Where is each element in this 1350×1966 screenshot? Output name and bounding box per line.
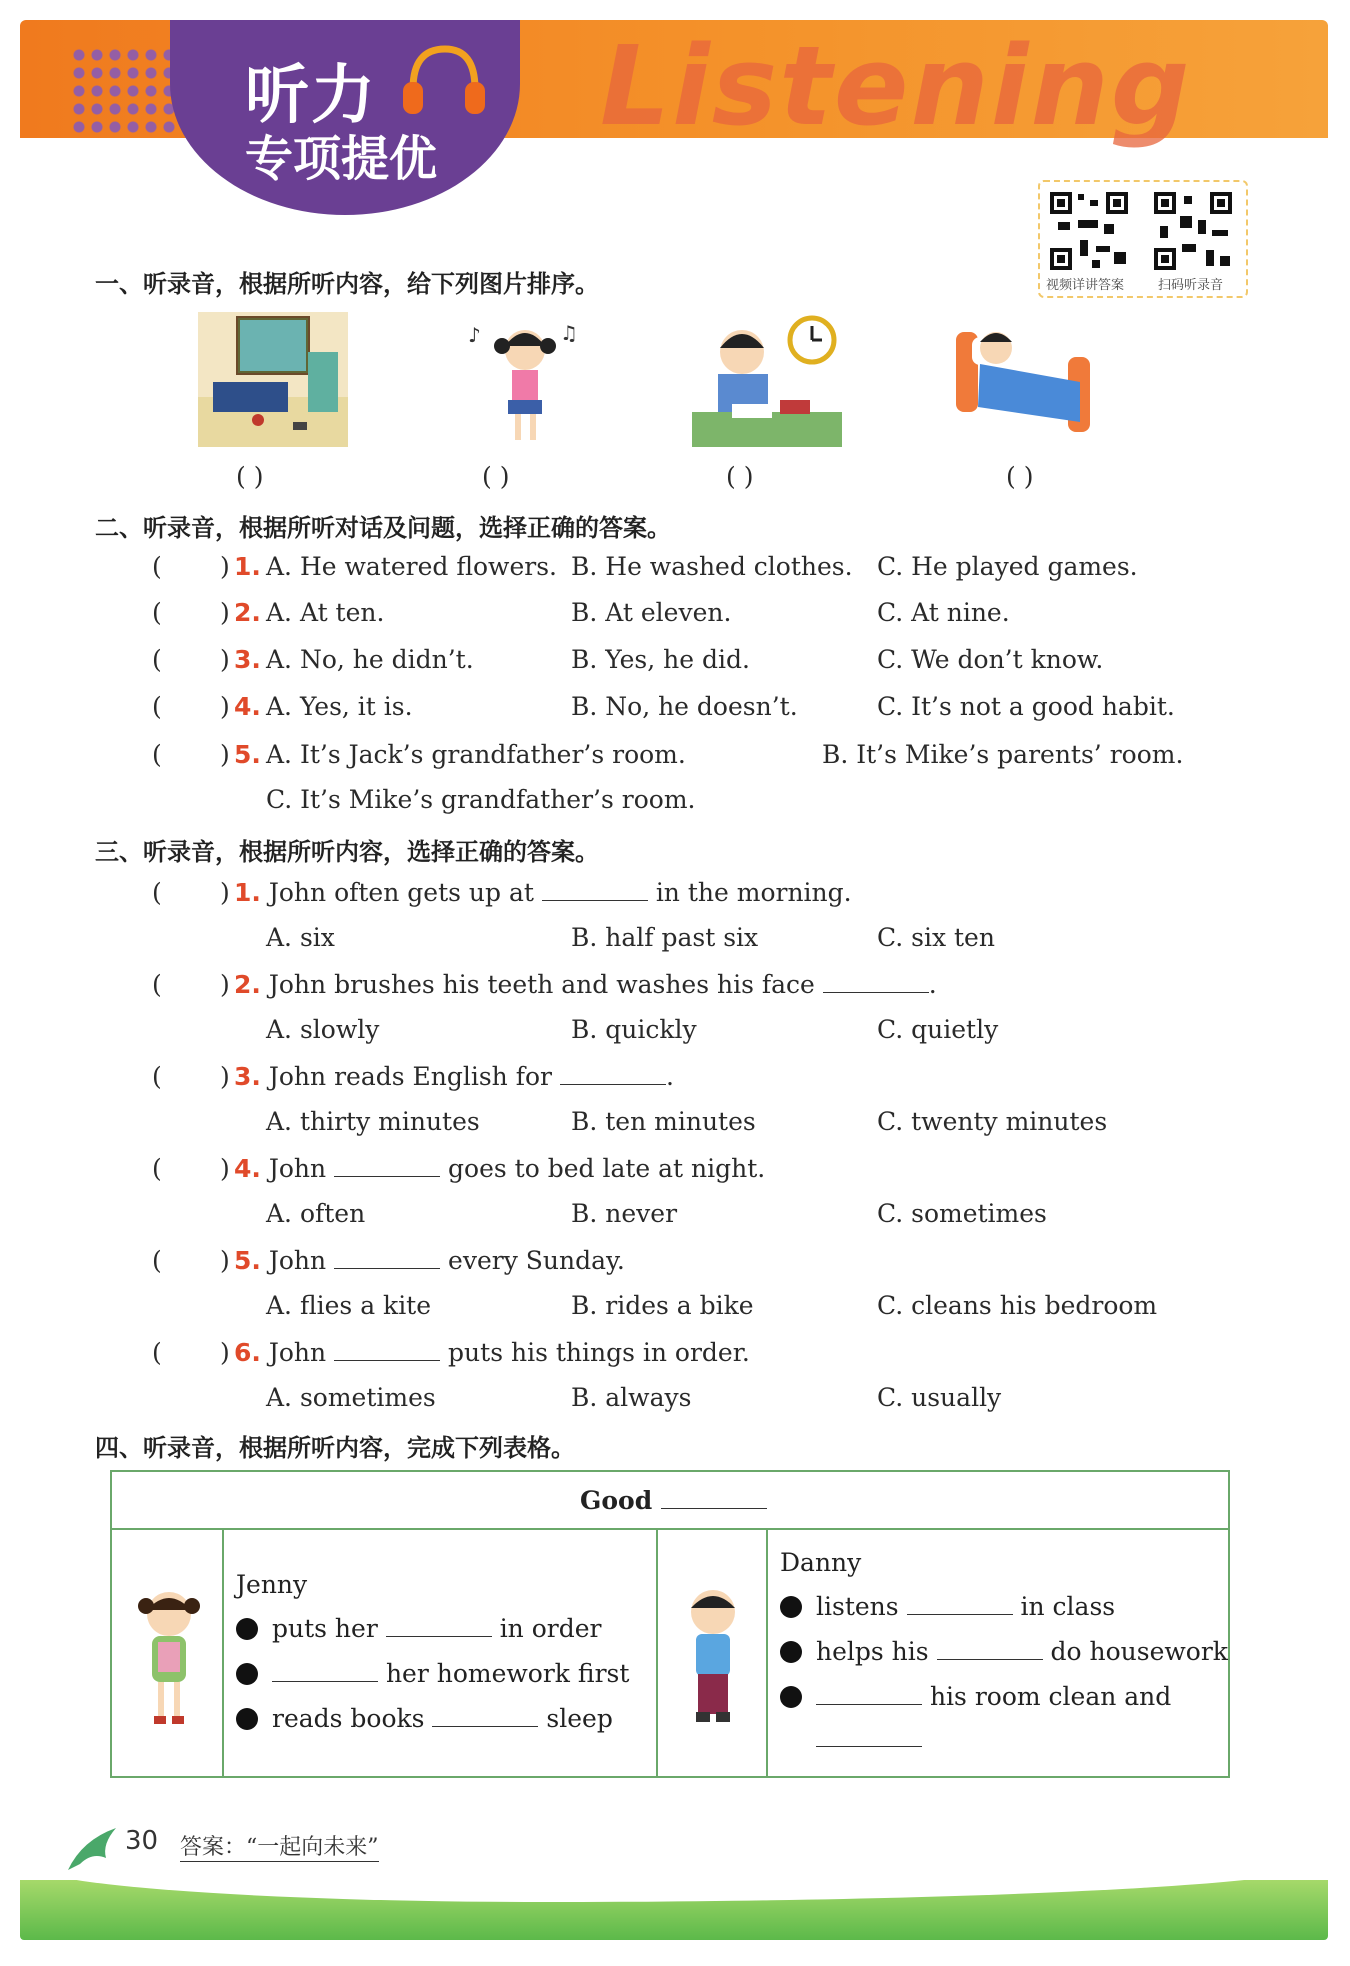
bullet-icon [236,1618,258,1640]
question-number: 5. [234,740,261,769]
stem-end: . [928,970,937,999]
stem-end: in the morning. [655,878,852,907]
answer-blank-close: ) [220,552,230,581]
answer-blank-open[interactable]: ( [152,598,162,627]
option-a: A. At ten. [266,598,385,627]
answer-blank-close: ) [220,598,230,627]
qr-label-audio: 扫码听录音 [1158,278,1224,293]
danny-line-2 [780,1637,1228,1666]
text: his room clean and [929,1682,1172,1711]
danny-line-3-continued [816,1724,922,1753]
stem-start: John [268,1246,327,1275]
stem-start: John reads English for [268,1062,552,1091]
option-a: A. It’s Jack’s grandfather’s room. [266,740,686,769]
option-c: C. twenty minutes [877,1107,1108,1136]
answer-blank-close: ) [220,645,230,674]
text: sleep [546,1704,613,1733]
table-column-line [766,1528,768,1776]
text: listens [816,1592,899,1621]
question-number: 3. [234,645,261,674]
badge-title: 听力 [245,59,377,133]
option-c: C. It’s not a good habit. [877,692,1175,721]
boy-reading-clock-picture [692,312,842,447]
messy-room-picture [198,312,348,447]
stem-start: John [268,1154,327,1183]
question-stem [234,970,937,999]
option-b: B. rides a bike [571,1291,754,1320]
question-number: 2. [234,598,261,627]
fill-blank[interactable] [334,1248,440,1269]
question-number: 4. [234,1154,261,1183]
boy-sleeping-bed-picture [950,312,1100,447]
option-c: C. sometimes [877,1199,1047,1228]
fill-blank[interactable] [816,1726,922,1747]
stem-start: John brushes his teeth and washes his face [268,970,815,999]
fill-blank[interactable] [661,1488,767,1509]
danny-name: Danny [780,1548,862,1577]
fill-blank[interactable] [542,880,648,901]
stem-end: every Sunday. [448,1246,625,1275]
option-b: B. always [571,1383,692,1412]
answer-blank-open[interactable]: ( [152,645,162,674]
question-stem [234,1062,674,1091]
text: reads books [272,1704,425,1733]
question-number: 5. [234,1246,261,1275]
text: helps his [816,1637,929,1666]
fill-blank[interactable] [560,1064,666,1085]
option-c: C. usually [877,1383,1002,1412]
svg-text:♫: ♫ [560,321,578,345]
answer-blank-open[interactable]: ( [152,552,162,581]
question-stem [234,1246,625,1275]
option-b: B. Yes, he did. [571,645,750,674]
option-b: B. At eleven. [571,598,732,627]
jenny-picture [134,1582,204,1732]
jenny-line-2 [236,1659,629,1688]
answer-blank-open[interactable]: ( [152,1338,162,1367]
answer-blank-close: ) [220,970,230,999]
fill-blank[interactable] [823,972,929,993]
qr-label-video: 视频详讲答案 [1046,278,1125,293]
bullet-icon [236,1663,258,1685]
question-number: 1. [234,878,261,907]
text: in class [1020,1592,1116,1621]
answer-blank-open[interactable]: ( [152,1154,162,1183]
bullet-icon [780,1686,802,1708]
option-c: C. It’s Mike’s grandfather’s room. [266,785,696,814]
option-a: A. Yes, it is. [266,692,413,721]
section-2-title: 二、听录音，根据所听对话及问题，选择正确的答案。 [95,514,671,542]
option-b: B. He washed clothes. [571,552,853,581]
stem-end: goes to bed late at night. [448,1154,766,1183]
option-a: A. six [266,923,335,952]
option-c: C. We don’t know. [877,645,1104,674]
jenny-name: Jenny [236,1570,308,1599]
habits-table [110,1470,1230,1778]
question-stem [234,1154,765,1183]
option-b: B. never [571,1199,678,1228]
answer-blank-open[interactable]: ( [152,970,162,999]
option-c: C. cleans his bedroom [877,1291,1158,1320]
qr-code-audio-icon[interactable] [1152,190,1234,272]
option-c: C. six ten [877,923,995,952]
fill-blank[interactable] [907,1594,1013,1615]
option-a: A. flies a kite [266,1291,432,1320]
option-c: C. He played games. [877,552,1138,581]
question-number: 1. [234,552,261,581]
option-b: B. half past six [571,923,759,952]
headphone-icon [395,34,485,124]
table-header-text: Good [580,1486,653,1515]
qr-panel [1038,180,1248,298]
jenny-line-1 [236,1614,601,1643]
svg-text:♪: ♪ [468,323,481,347]
fill-blank[interactable] [334,1340,440,1361]
answer-blank-open[interactable]: ( [152,878,162,907]
option-a: A. thirty minutes [266,1107,480,1136]
question-number: 2. [234,970,261,999]
option-a: A. sometimes [266,1383,436,1412]
answer-blank-close: ) [220,740,230,769]
fill-blank[interactable] [937,1639,1043,1660]
question-number: 4. [234,692,261,721]
text: do housework [1050,1637,1228,1666]
stem-start: John often gets up at [268,878,534,907]
order-blank-3[interactable]: ( ) [726,462,754,491]
stem-end: puts his things in order. [448,1338,750,1367]
section-4-title: 四、听录音，根据所听内容，完成下列表格。 [95,1434,575,1462]
stem-start: John [268,1338,327,1367]
answer-blank-close: ) [220,878,230,907]
option-a: A. slowly [266,1015,380,1044]
jenny-line-3 [236,1704,613,1733]
bullet-icon [236,1708,258,1730]
question-stem [234,878,852,907]
option-b: B. quickly [571,1015,697,1044]
table-header [580,1486,767,1515]
qr-code-video-icon[interactable] [1048,190,1130,272]
option-b: B. ten minutes [571,1107,756,1136]
answer-blank-close: ) [220,692,230,721]
answer-blank-close: ) [220,1246,230,1275]
table-column-line [222,1528,224,1776]
fill-blank[interactable] [334,1156,440,1177]
option-b: B. It’s Mike’s parents’ room. [822,740,1184,769]
fill-blank[interactable] [272,1661,378,1682]
answer-text: 答案：“一起向未来” [180,1830,379,1862]
danny-line-1 [780,1592,1115,1621]
question-number: 3. [234,1062,261,1091]
section-3-title: 三、听录音，根据所听内容，选择正确的答案。 [95,838,599,866]
bullet-icon [780,1596,802,1618]
section-1-title: 一、听录音，根据所听内容，给下列图片排序。 [95,270,599,298]
answer-blank-open[interactable]: ( [152,1246,162,1275]
answer-blank-open[interactable]: ( [152,1062,162,1091]
order-blank-2[interactable]: ( ) [482,462,510,491]
table-divider [112,1528,1228,1530]
option-a: A. often [266,1199,366,1228]
answer-blank-open[interactable]: ( [152,692,162,721]
option-c: C. At nine. [877,598,1010,627]
badge-subtitle: 专项提优 [245,131,438,187]
fill-blank[interactable] [432,1706,538,1727]
table-column-line [656,1528,658,1776]
question-stem [234,1338,750,1367]
answer-blank-close: ) [220,1062,230,1091]
page-number: 30 [125,1826,159,1856]
text: puts her [272,1614,378,1643]
option-b: B. No, he doesn’t. [571,692,798,721]
order-blank-4[interactable]: ( ) [1006,462,1034,491]
option-c: C. quietly [877,1015,999,1044]
text: her homework first [385,1659,630,1688]
danny-picture [678,1582,748,1732]
option-a: A. He watered flowers. [266,552,557,581]
answer-blank-open[interactable]: ( [152,740,162,769]
fill-blank[interactable] [386,1616,492,1637]
danny-line-3 [780,1682,1171,1711]
girl-singing-picture [450,312,600,447]
answer-blank-close: ) [220,1338,230,1367]
question-number: 6. [234,1338,261,1367]
stem-end: . [665,1062,674,1091]
text: in order [499,1614,602,1643]
banner-word: Listening [600,22,1192,150]
fill-blank[interactable] [816,1684,922,1705]
bullet-icon [780,1641,802,1663]
order-blank-1[interactable]: ( ) [236,462,264,491]
option-a: A. No, he didn’t. [266,645,474,674]
dolphin-icon [62,1818,122,1878]
answer-blank-close: ) [220,1154,230,1183]
